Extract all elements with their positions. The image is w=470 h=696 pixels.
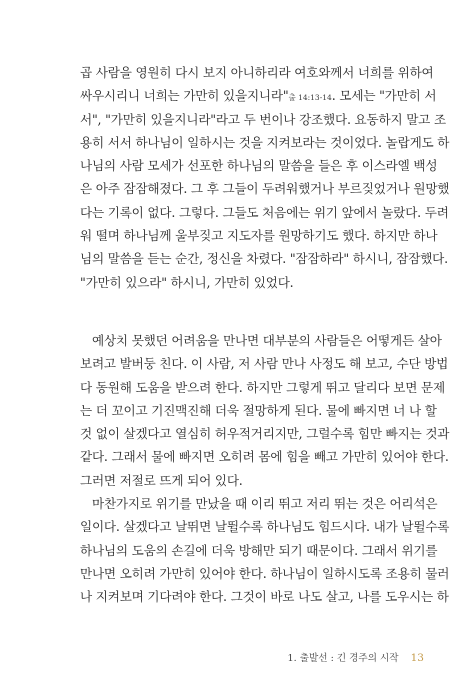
text-line: 은 아주 잠잠해졌다. 그 후 그들이 두려워했거나 부르짖었거나 원망했 [80, 181, 450, 197]
text-line: 워 떨며 하나님께 울부짖고 지도자를 원망하기도 했다. 하지만 하나 [80, 228, 438, 244]
text-line: 님의 말씀을 듣는 순간, 정신을 차렸다. "잠잠하라" 하시니, 잠잠했다. [80, 251, 448, 267]
text-segment: 싸우시리니 너희는 가만히 있을지니라" [80, 88, 289, 104]
body-text [80, 61, 450, 609]
text-line: 같다. 그래서 물에 빠지면 오히려 몸에 힘을 빼고 가만히 있어야 한다. [80, 449, 449, 465]
paragraph-spacer [80, 294, 416, 329]
paragraph-1 [80, 61, 450, 294]
page-footer [288, 650, 424, 664]
paragraph-2 [80, 329, 450, 492]
text-segment: . 모세는 "가만히 서 [331, 88, 437, 104]
text-line: 그러면 저절로 뜨게 되어 있다. [80, 472, 243, 488]
scripture-reference: 출 14:13-14 [288, 93, 332, 103]
text-line-with-reference [80, 84, 437, 107]
text-line: 나 지켜보며 기다려야 한다. 그것이 바로 나도 살고, 나를 도우시는 하 [80, 589, 449, 605]
text-line: 나님의 사람 모세가 선포한 하나님의 말씀을 들은 후 이스라엘 백성 [80, 158, 438, 174]
paragraph-3 [80, 492, 450, 608]
text-line: 마찬가지로 위기를 만났을 때 이리 뛰고 저리 뛰는 것은 어리석은 [92, 496, 438, 512]
text-line: 보려고 발버둥 친다. 이 사람, 저 사람 만나 사정도 해 보고, 수단 방법 [80, 356, 449, 372]
text-line: 것 없이 살겠다고 열심히 허우적거리지만, 그럴수록 힘만 빠지는 것과 [80, 426, 450, 442]
page-number: 13 [410, 652, 424, 664]
text-line: 예상치 못했던 어려움을 만나면 대부분의 사람들은 어떻게든 살아 [92, 332, 442, 348]
text-line: 하나님의 도움의 손길에 더욱 방해만 되기 때문이다. 그래서 위기를 [80, 542, 438, 558]
text-line: 다는 기록이 없다. 그렇다. 그들도 처음에는 위기 앞에서 놀랐다. 두려 [80, 204, 449, 220]
text-line: 일이다. 살겠다고 날뛰면 날뛸수록 하나님도 힘드시다. 내가 날뛸수록 [80, 519, 450, 535]
text-line: 다 동원해 도움을 받으려 한다. 하지만 그렇게 뛰고 달리다 보면 문제 [80, 379, 445, 395]
text-line: 곱 사람을 영원히 다시 보지 아니하리라 여호와께서 너희를 위하여 [80, 65, 434, 80]
text-line: 서", "가만히 있을지니라"라고 두 번이나 강조했다. 요동하지 말고 조 [80, 111, 446, 127]
text-line: 용히 서서 하나님이 일하시는 것을 지켜보라는 것이었다. 놀랍게도 하 [80, 134, 450, 150]
text-line: "가만히 있으라" 하시니, 가만히 있었다. [80, 274, 294, 290]
running-chapter-title: 1. 출발선 : 긴 경주의 시작 [287, 653, 399, 664]
text-line: 만나면 오히려 가만히 있어야 한다. 하나님이 일하시도록 조용히 물러 [80, 565, 450, 581]
text-line: 는 더 꼬이고 기진맥진해 더욱 절망하게 된다. 물에 빠지면 너 나 할 [80, 402, 437, 418]
